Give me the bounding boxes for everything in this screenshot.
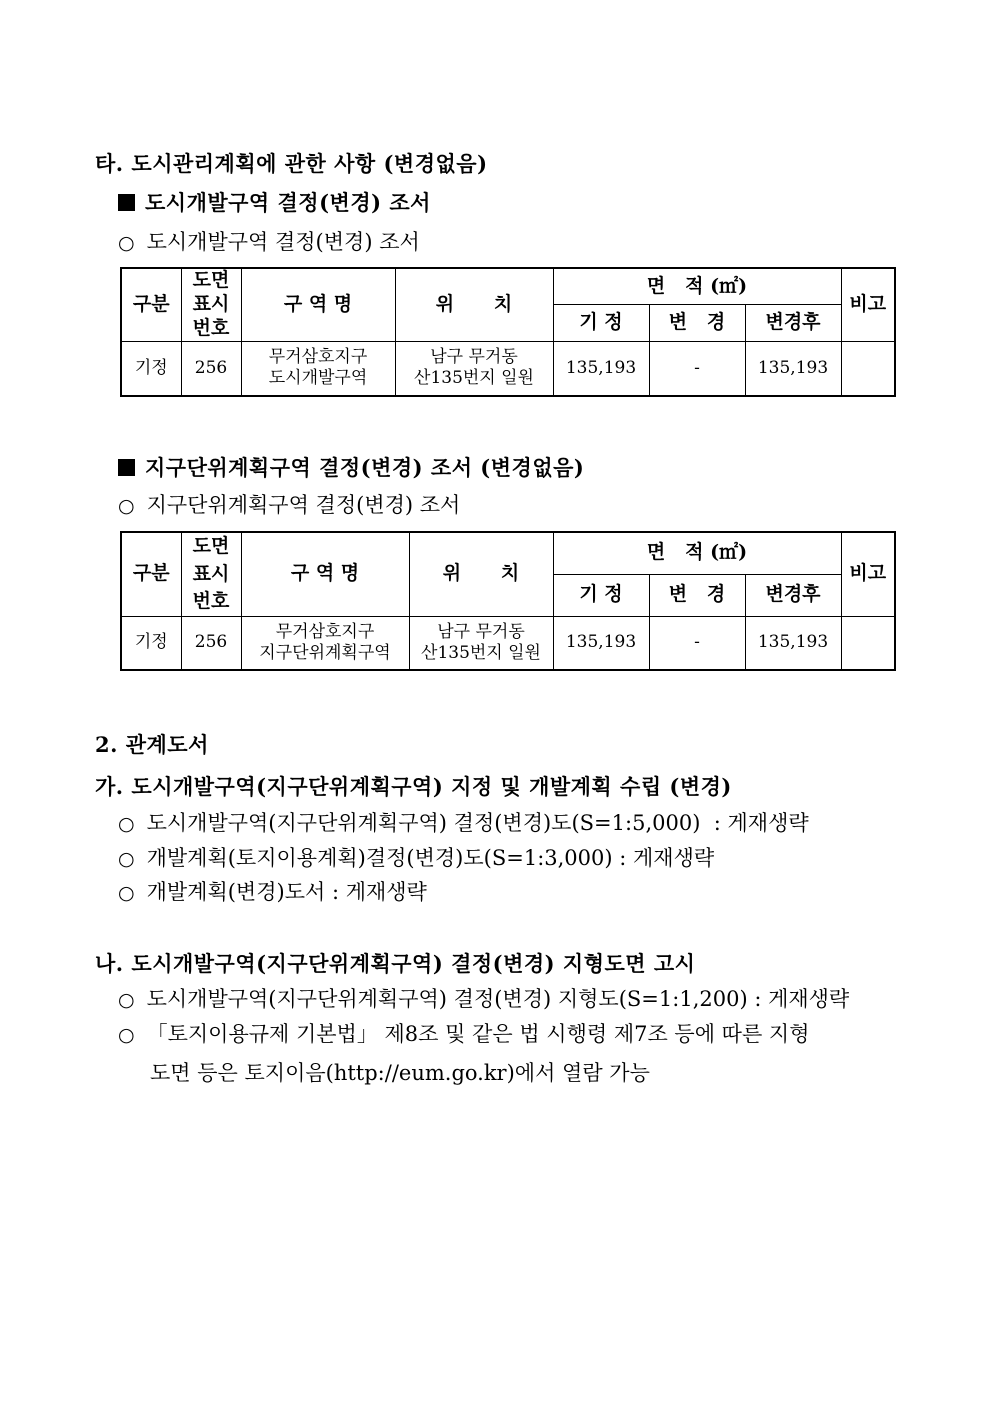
row-remarks bbox=[841, 616, 895, 670]
header-remarks: 비고 bbox=[841, 532, 895, 616]
section-ta-heading: 타. 도시관리계획에 관한 사항 (변경없음) bbox=[95, 151, 488, 176]
header-zone-name: 구 역 명 bbox=[241, 268, 395, 341]
row-zone-name-line2: 도시개발구역 bbox=[268, 368, 368, 389]
block2-subtitle-text: 지구단위계획구역 결정(변경) 조서 bbox=[146, 493, 461, 517]
ga-item-3-text: 개발계획(변경)도서 : 게재생략 bbox=[146, 880, 427, 904]
black-square-icon bbox=[118, 194, 135, 211]
row-map-number: 256 bbox=[181, 616, 241, 670]
row-location-line2: 산135번지 일원 bbox=[414, 368, 534, 389]
header-location: 위 치 bbox=[395, 268, 553, 341]
header-existing: 기 정 bbox=[553, 305, 649, 342]
block1-subtitle-text: 도시개발구역 결정(변경) 조서 bbox=[146, 230, 420, 254]
na-item-2-continuation: 도면 등은 토지이음(http://eum.go.kr)에서 열람 가능 bbox=[150, 1061, 650, 1085]
block2-subtitle bbox=[118, 489, 460, 519]
circle-bullet-icon: ○ bbox=[118, 848, 135, 870]
table-urban-development-zone bbox=[120, 267, 896, 397]
header-zone-name: 구 역 명 bbox=[241, 532, 409, 616]
na-item-2-text: 「토지이용규제 기본법」 제8조 및 같은 법 시행령 제7조 등에 따른 지형 bbox=[146, 1022, 810, 1046]
block2-title-text: 지구단위계획구역 결정(변경) 조서 (변경없음) bbox=[145, 455, 585, 480]
header-gubun: 구분 bbox=[121, 532, 181, 616]
header-change: 변 경 bbox=[649, 305, 745, 342]
block1-title-text: 도시개발구역 결정(변경) 조서 bbox=[145, 190, 431, 215]
row-zone-name-line1: 무거삼호지구 bbox=[275, 621, 375, 642]
row-location-line2: 산135번지 일원 bbox=[421, 642, 541, 663]
row-zone-name bbox=[241, 616, 409, 670]
na-item-1 bbox=[118, 983, 849, 1013]
header-map-number-line3: 번호 bbox=[192, 316, 230, 339]
header-after-change: 변경후 bbox=[745, 574, 841, 616]
ga-item-2-text: 개발계획(토지이용계획)결정(변경)도(S=1:3,000) : 게재생략 bbox=[146, 846, 715, 870]
header-location: 위 치 bbox=[409, 532, 553, 616]
block1-subtitle bbox=[118, 226, 420, 256]
header-map-number-line2: 표시 bbox=[192, 293, 230, 316]
row-gubun: 기정 bbox=[121, 341, 181, 396]
row-zone-name-line1: 무거삼호지구 bbox=[268, 347, 368, 368]
header-change: 변 경 bbox=[649, 574, 745, 616]
block2-title bbox=[118, 452, 584, 482]
circle-bullet-icon: ○ bbox=[118, 1024, 135, 1046]
header-map-number-line1: 도면 bbox=[192, 535, 230, 557]
na-item-2 bbox=[118, 1018, 896, 1048]
header-area: 면 적 (㎡) bbox=[553, 268, 841, 305]
row-location bbox=[395, 341, 553, 396]
header-after-change: 변경후 bbox=[745, 305, 841, 342]
header-area: 면 적 (㎡) bbox=[553, 532, 841, 574]
row-change-area: - bbox=[649, 616, 745, 670]
circle-bullet-icon: ○ bbox=[118, 232, 135, 254]
section-ga-heading: 가. 도시개발구역(지구단위계획구역) 지정 및 개발계획 수립 (변경) bbox=[95, 774, 732, 799]
circle-bullet-icon: ○ bbox=[118, 989, 135, 1011]
ga-item-1 bbox=[118, 807, 809, 837]
circle-bullet-icon: ○ bbox=[118, 495, 135, 517]
circle-bullet-icon: ○ bbox=[118, 882, 135, 904]
section-na-heading: 나. 도시개발구역(지구단위계획구역) 결정(변경) 지형도면 고시 bbox=[95, 951, 696, 976]
row-zone-name bbox=[241, 341, 395, 396]
header-map-number-line3: 번호 bbox=[192, 590, 230, 613]
ga-item-1-text: 도시개발구역(지구단위계획구역) 결정(변경)도(S=1:5,000) : 게재생략 bbox=[146, 811, 809, 835]
row-zone-name-line2: 지구단위계획구역 bbox=[259, 642, 391, 663]
row-gubun: 기정 bbox=[121, 616, 181, 670]
header-map-number bbox=[181, 532, 241, 616]
row-location bbox=[409, 616, 553, 670]
row-remarks bbox=[841, 341, 895, 396]
ga-item-2 bbox=[118, 842, 714, 872]
header-map-number-line2: 표시 bbox=[192, 562, 230, 585]
row-after-area: 135,193 bbox=[745, 341, 841, 396]
row-map-number: 256 bbox=[181, 341, 241, 396]
row-change-area: - bbox=[649, 341, 745, 396]
row-location-line1: 남구 무거동 bbox=[437, 621, 525, 642]
header-map-number bbox=[181, 268, 241, 341]
row-after-area: 135,193 bbox=[745, 616, 841, 670]
header-remarks: 비고 bbox=[841, 268, 895, 341]
table-district-unit-plan-zone bbox=[120, 531, 896, 671]
ga-item-3 bbox=[118, 876, 427, 906]
section-2-heading: 2. 관계도서 bbox=[95, 732, 209, 757]
na-item-1-text: 도시개발구역(지구단위계획구역) 결정(변경) 지형도(S=1:1,200) : 게재생략 bbox=[146, 987, 850, 1011]
block1-title bbox=[118, 187, 431, 217]
row-location-line1: 남구 무거동 bbox=[430, 347, 518, 368]
header-gubun: 구분 bbox=[121, 268, 181, 341]
row-existing-area: 135,193 bbox=[553, 616, 649, 670]
header-map-number-line1: 도면 bbox=[192, 269, 230, 292]
header-existing: 기 정 bbox=[553, 574, 649, 616]
circle-bullet-icon: ○ bbox=[118, 813, 135, 835]
row-existing-area: 135,193 bbox=[553, 341, 649, 396]
black-square-icon bbox=[118, 459, 135, 476]
